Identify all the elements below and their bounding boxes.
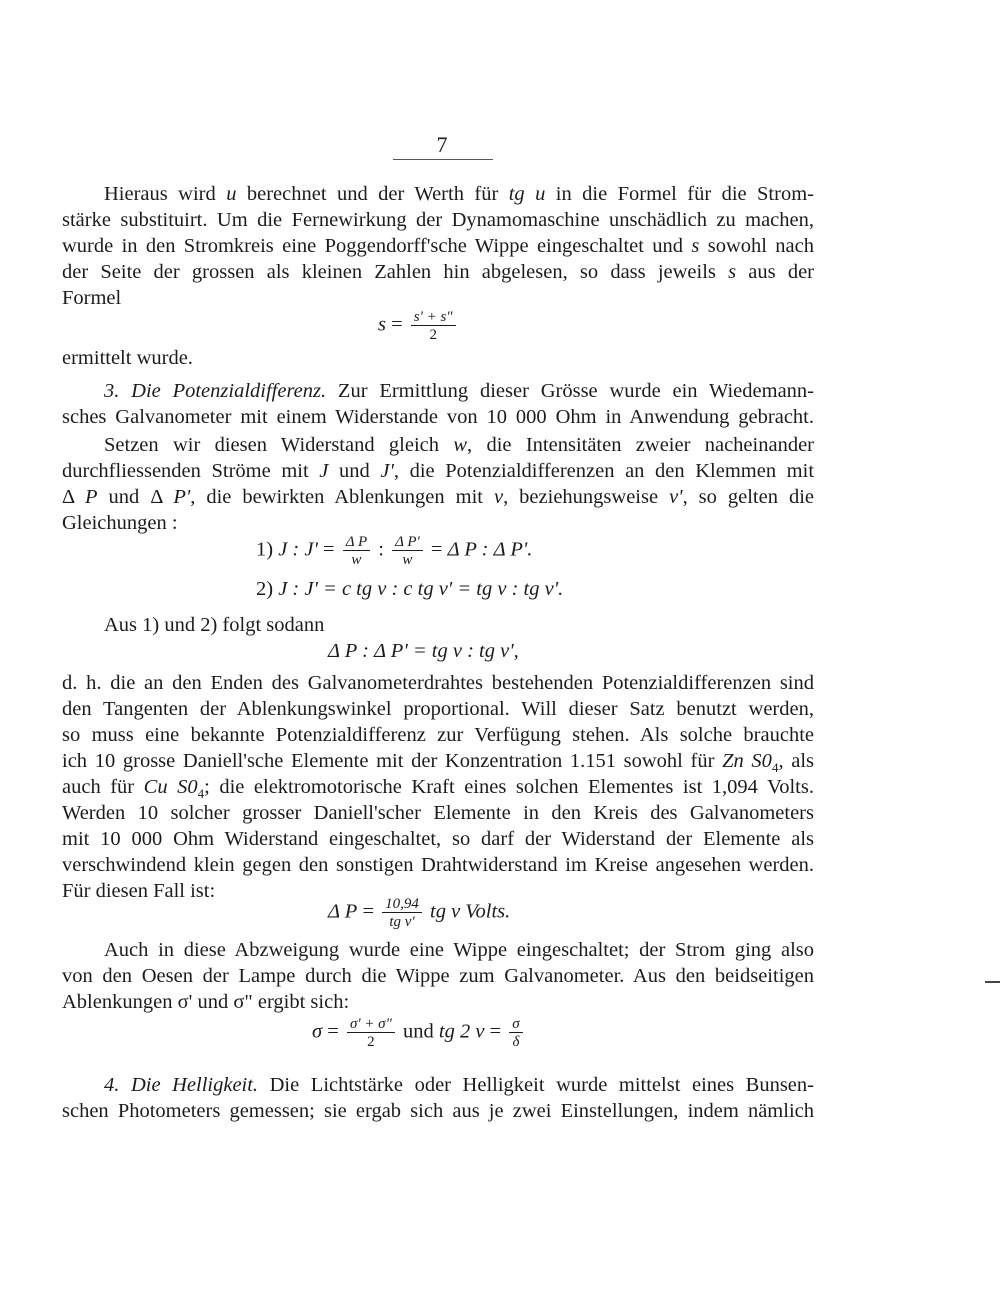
text-line: von den Oesen der Lampe durch die Wippe zum Galvanometer. Aus den beidseitigen — [62, 965, 814, 987]
text-line: Gleichungen : — [62, 512, 178, 534]
text-line: verschwindend klein gegen den sonstigen Drahtwiderstand im Kreise angesehen werden. — [62, 854, 814, 876]
text-line: Formel — [62, 287, 122, 309]
text-line: Auch in diese Abzweigung wurde eine Wippe eingeschaltet; der Strom ging also — [104, 939, 814, 961]
equation-3: Δ P : Δ P' = tg v : tg v', — [328, 640, 519, 662]
section-3-first-line: 3. Die Potenzialdifferenz. Zur Ermittlung dieser Grösse wurde ein Wiedemann- — [104, 380, 814, 402]
text-line: mit 10 000 Ohm Widerstand eingeschaltet, so darf der Widerstand der Elemente als — [62, 828, 814, 850]
equation-1: 1) J : J' = $\frac{\text{Δ P}}{w}$ : $\frac{\text{Δ P'}}{w}$ = Δ P : Δ P'. — [256, 534, 533, 568]
text-line: Für diesen Fall ist: — [62, 880, 216, 902]
formula-s-mean: s = $\frac{s' + s"}{2}$ — [378, 309, 459, 343]
text-line: Setzen wir diesen Widerstand gleich w, die Intensitäten zweier nacheinander — [104, 434, 815, 456]
text-line: ermittelt wurde. — [62, 347, 193, 369]
text-line: schen Photometers gemessen; sie ergab sich aus je zwei Einstellungen, indem nämlich — [62, 1100, 814, 1122]
text-line: Aus 1) und 2) folgt sodann — [104, 614, 325, 636]
text-line: auch für Cu $S0_4$; die elektromotorische Kraft eines solchen Elementes ist 1,094 Volts. — [62, 776, 814, 802]
equation-4: Δ P = $\frac{10,94}{\text{tg v'}}$ tg v Volts. — [328, 896, 511, 930]
section-heading: 3. Die Potenzialdifferenz. — [104, 380, 327, 402]
text-line: der Seite der grossen als kleinen Zahlen hin abgelesen, so dass jeweils s aus der — [62, 261, 814, 283]
text-line: durchfliessenden Ströme mit J und J', die Potenzialdifferenzen an den Klemmen mit — [62, 460, 815, 482]
text-line: Δ P und Δ P', die bewirkten Ablenkungen mit v, beziehungsweise v', so gelten die — [62, 486, 814, 508]
text-line: Ablenkungen σ' und σ" ergibt sich: — [62, 991, 350, 1013]
page-number-rule — [393, 159, 493, 160]
equation-2: 2) J : J' = c tg v : c tg v' = tg v : tg v'. — [256, 578, 564, 600]
text-line: wurde in den Stromkreis eine Poggendorff'sche Wippe eingeschaltet und s sowohl nach — [62, 235, 814, 257]
text-line: den Tangenten der Ablenkungswinkel proportional. Will dieser Satz benutzt werden, — [62, 698, 814, 720]
text-line: so muss eine bekannte Potenzialdifferenz zur Verfügung stehen. Als solche brauchte — [62, 724, 814, 746]
text-line: Werden 10 solcher grosser Daniell'scher Elemente in den Kreis des Galvanometers — [62, 802, 814, 824]
text-line: ich 10 grosse Daniell'sche Elemente mit der Konzentration 1.151 sowohl für Zn $S0_4$, als — [62, 750, 814, 776]
text-line: Hieraus wird u berechnet und der Werth für tg u in die Formel für die Strom- — [104, 183, 814, 205]
text-line: stärke substituirt. Um die Fernewirkung der Dynamomaschine unschädlich zu machen, — [62, 209, 814, 231]
page-edge-mark — [985, 981, 1000, 983]
section-heading: 4. Die Helligkeit. — [104, 1074, 259, 1096]
equation-5: σ = $\frac{\sigma' + \sigma"}{2}$ und tg 2 v = $\frac{\sigma}{\delta}$ — [312, 1016, 526, 1050]
page-number: 7 — [436, 132, 448, 157]
text-line: sches Galvanometer mit einem Widerstande von 10 000 Ohm in Anwendung gebracht. — [62, 406, 814, 428]
text-line: d. h. die an den Enden des Galvanometerdrahtes bestehenden Potenzialdifferenzen sind — [62, 672, 814, 694]
section-4-first-line: 4. Die Helligkeit. Die Lichtstärke oder Helligkeit wurde mittelst eines Bunsen- — [104, 1074, 814, 1096]
